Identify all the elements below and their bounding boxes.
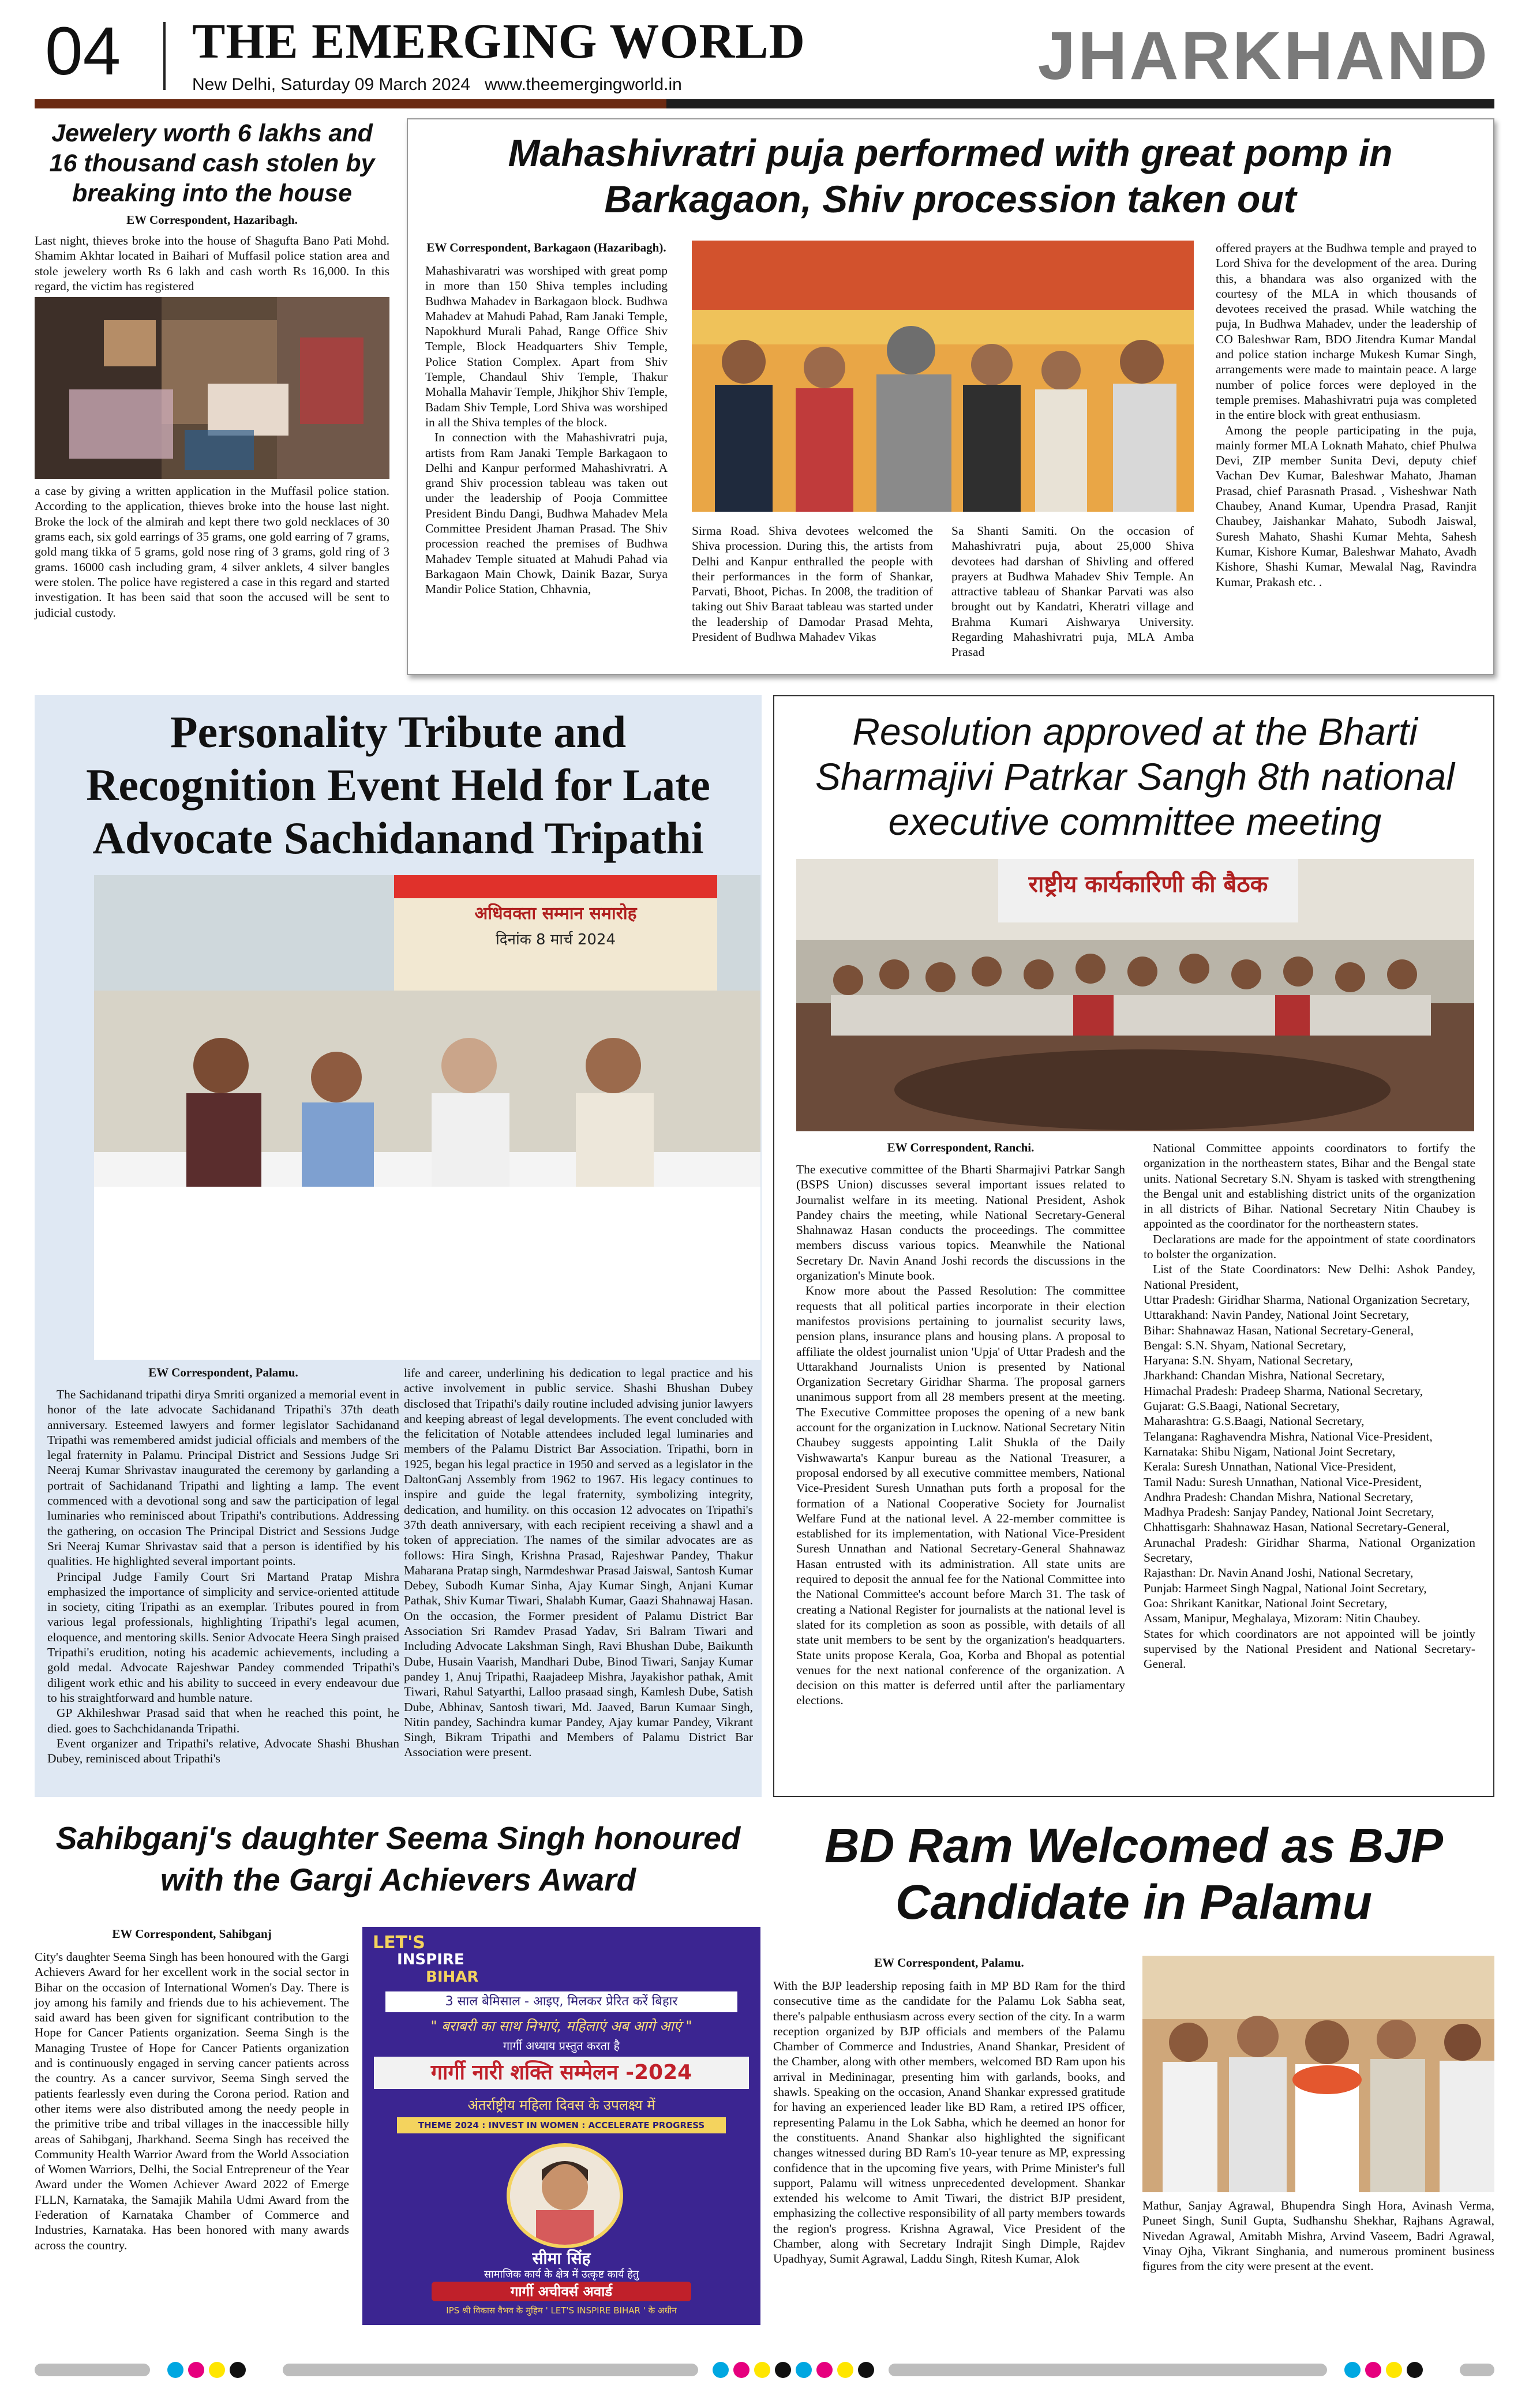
- coordinator-list: [1144, 1292, 1475, 1626]
- paragraph: Last night, thieves broke into the house of Shagufta Bano Pati Mohd. Shamim Akhtar located in Baihari of Muffasil police station area and stole jewelery worth Rs 6 lakh and cash worth Rs 16,000. In this regard, the victim has registered: [35, 234, 389, 293]
- paragraph: Sirma Road. Shiva devotees welcomed the Shiva procession. During this, the artists from Delhi and Kanpur enthralled the people with their performances in the form of Shankar, Parvati, Bhoot, Pichas. In 2008, the tradition of taking out Shiv Baraat tableau was started under the leadership of Damodar Prasad Mehta, President of Budhwa Mahadev Vikas: [692, 524, 933, 644]
- registration-dot: [816, 2362, 833, 2378]
- coordinator-item: Uttar Pradesh: Giridhar Sharma, National Organization Secretary,: [1144, 1292, 1470, 1307]
- article-seema-singh: [35, 1817, 762, 2331]
- coordinator-item: Gujarat: G.S.Baagi, National Secretary,: [1144, 1399, 1340, 1413]
- event-banner-date: दिनांक 8 मार्च 2024: [496, 931, 616, 948]
- coordinator-item: Jharkhand: Chandan Mishra, National Secretary,: [1144, 1368, 1385, 1383]
- coordinator-item: Haryana: S.N. Shyam, National Secretary,: [1144, 1353, 1353, 1368]
- paragraph: Mahashivaratri was worshiped with great pomp in more than 150 Shiva temples including Budhwa Mahadev in Barkagaon block. Budhwa Mahadev at Mahudi Pahad, Ram Janaki Temple, Napokhurd Murali Pahad, Range Office Shiv Temple, Block Headquarters Shiv Temple, Police Station Complex. Apart from Shiv Temple, Chandaul Shiv Temple, Thakur Mohalla Mahavir Temple, Jhikjhor Shiv Temple, Badam Shiv Temple, Lord Shiva was worshiped in all the Shiva temples of the block.: [425, 264, 668, 429]
- article-column: [692, 523, 933, 644]
- article-body: [35, 233, 389, 294]
- article-mahashivratri: [407, 118, 1494, 675]
- registration-dot: [1407, 2362, 1423, 2378]
- article-column: [1216, 241, 1476, 590]
- event-banner-title: अधिवक्ता सम्मान समारोह: [474, 903, 637, 924]
- article-byline: EW Correspondent, Sahibganj: [112, 1927, 272, 1941]
- article-column: [47, 1366, 399, 1766]
- poster-strip: 3 साल बेमिसाल - आइए, मिलकर प्रेरित करें बिहार: [385, 1991, 737, 2012]
- article-body: [425, 263, 668, 597]
- award-poster: [362, 1927, 760, 2325]
- paragraph: The Sachidanand tripathi dirya Smriti organized a memorial event in honor of the late advocate Sachidanand Tripathi's 37th death anniversary. Esteemed lawyers and former legislator Sachidanand Tripathi was remembered amidst judicial officials and members of the legal fraternity in Palamu. Principal District and Sessions Judge Sri Neeraj Kumar Shrivastav inaugurated the ceremony by garlanding a portrait of Sachidanand Tripathi and lighting a lamp. The event commenced with a devotional song and saw the participation of legal luminaries who reminisced about Tripathi's contributions. Addressing the gathering, on occasion The Principal District and Sessions Judge Sri Neeraj Kumar Shrivastav said that a person is identified by his qualities. He highlighted several important points.: [47, 1387, 399, 1569]
- coordinator-item: Tamil Nadu: Suresh Unnathan, National Vice-President,: [1144, 1475, 1422, 1489]
- article-jewelery-theft: [35, 118, 389, 666]
- article-tribute-event: [35, 695, 762, 1797]
- coordinator-item: Punjab: Harmeet Singh Nagpal, National Joint Secretary,: [1144, 1581, 1427, 1595]
- photo-tribute-event: [94, 875, 760, 1360]
- header-rule-accent: [35, 99, 666, 108]
- coordinator-item: Bengal: S.N. Shyam, National Secretary,: [1144, 1338, 1346, 1352]
- footer-bar: [1460, 2364, 1494, 2376]
- coordinator-item: Uttarakhand: Navin Pandey, National Joint Secretary,: [1144, 1308, 1409, 1322]
- paragraph: National Committee appoints coordinators to fortify the organization in the northeastern states, Bihar and the Bengal state units. National Secretary S.N. Shyam is tasked with strengthening the Bengal unit and establishing district units of the organization in all districts of Bihar. National Secretary Nitin Chaubey is appointed as the coordinator for the northeastern states.: [1144, 1141, 1475, 1231]
- header-rule: [666, 99, 1494, 108]
- coordinator-item: Goa: Shrikant Kanitkar, National Joint Secretary,: [1144, 1596, 1388, 1610]
- issue-date: New Delhi, Saturday 09 March 2024: [192, 75, 470, 94]
- poster-theme: THEME 2024 : INVEST IN WOMEN : ACCELERATE PROGRESS: [397, 2117, 726, 2133]
- poster-quote: " बराबरी का साथ निभाएं, महिलाएं अब आगे आएं ": [430, 2018, 692, 2034]
- registration-dot: [1344, 2362, 1361, 2378]
- photo-bd-ram-welcome: [1142, 1956, 1494, 2192]
- poster-sub: गार्गी अध्याय प्रस्तुत करता है: [503, 2039, 620, 2053]
- paragraph: Among the people participating in the puja, mainly former MLA Loknath Mahato, chief Phulwa Devi, ZIP member Sunita Devi, deputy chief Vachan Dev Kumar, Baleshwar Mahato, Jhaman Prasad, chief Parasnath Prasad. , Visheshwar Nath Chaubey, Anand Kumar, Upendra Prasad, Ranjit Chaubey, Jaishankar Mahato, Subodh Jaiswal, Suresh Mahato, Shashi Kumar Mehta, Sahesh Kumar, Kishore Kumar, Baleshwar Mahato, Avadh Kishore, Shashi Kumar, Mewalal Nag, Ravindra Kumar, Prakash etc. .: [1216, 423, 1476, 589]
- registration-dot: [754, 2362, 770, 2378]
- coordinator-item: Bihar: Shahnawaz Hasan, National Secretary-General,: [1144, 1323, 1414, 1337]
- coordinator-item: Andhra Pradesh: Chandan Mishra, National Secretary,: [1144, 1490, 1414, 1504]
- coordinator-item: Telangana: Raghavendra Mishra, National Vice-President,: [1144, 1429, 1433, 1443]
- paragraph: List of the State Coordinators: New Delhi: Ashok Pandey, National President,: [1144, 1262, 1475, 1292]
- registration-dot: [1365, 2362, 1381, 2378]
- registration-dot: [230, 2362, 246, 2378]
- article-bd-ram: [773, 1817, 1494, 2331]
- article-column: [425, 241, 668, 597]
- article-resolution: [773, 695, 1494, 1797]
- coordinator-item: Karnataka: Shibu Nigam, National Joint Secretary,: [1144, 1444, 1396, 1458]
- paragraph: The executive committee of the Bharti Sharmajivi Patrkar Sangh (BSPS Union) discusses several important issues related to Journalist welfare in its meeting. National President, Ashok Pandey chairs the meeting, while National Secretary-General Shahnawaz Hasan conducts the proceedings. The committee members discuss various topics. Meanwhile the National Secretary Dr. Navin Anand Joshi records the discussions in the organization's Minute book.: [796, 1162, 1125, 1283]
- registration-dot: [837, 2362, 853, 2378]
- coordinator-item: Assam, Manipur, Meghalaya, Mizoram: Nitin Chaubey.: [1144, 1611, 1421, 1626]
- photo-caption: [1142, 2198, 1494, 2274]
- paragraph: City's daughter Seema Singh has been honoured with the Gargi Achievers Award for her excellent work in the social sector in Bihar on the occasion of International Women's Day. There is joy among his family and friends due to his achievement. The said award has been given for significant contribution to the Hope for Cancer Patients organization. Seema Singh is the Managing Trustee of Hope for Cancer Patients organization and is continuously engaged in serving cancer patients across the country. As a cancer survivor, Seema Singh served the patients fearlessly even during the Corona period. Ration and other items were also distributed among the needy people in the primitive tribe and tribal villages in the inaccessible hilly areas of Sahibganj, Jharkhand. Seema Singh has received the Community Health Warrior Award from the World Association of Women Warriors, Delhi, the Social Entrepreneur of the Year Award under the Women Achiever Award 2022 of Emerge FLLN, Karnataka, the Samajik Mahila Udmi Award from the Federation of Karnataka Chamber of Commerce and Industries, Karnataka. Has been honored with many awards across the country.: [35, 1950, 349, 2252]
- poster-footer: IPS श्री विकास वैभव के मुहिम ' LET'S INSPIRE BIHAR ' के अधीन: [446, 2305, 677, 2316]
- article-byline: EW Correspondent, Barkagaon (Hazaribagh).: [426, 241, 666, 254]
- paragraph: Know more about the Passed Resolution: The committee requests that all political parties incorporate in their election manifestos provisions pertaining to journalist security laws, pension plans, insurance plans and housing plans. A proposal to affiliate the oldest journalist union 'Upja' of Uttar Pradesh and the Uttarakhand Journalists Union is presented by National Organization Secretary Giridhar Sharma. The proposal garners unanimous support from all 28 members present at the meeting. The Executive Committee proposes the opening of a new bank account for the organization in Lucknow. National Secretary Nitin Chaubey suggests appointing Lalit Shukla of the Daily Vishwawarta's Kanpur bureau as the National Treasurer, a proposal endorsed by all executive committee members, National Vice-President Suresh Unnathan puts forth a proposal for the formation of a National Cooperative Society for Journalist Welfare Fund at the national level. A 22-member committee is established for its implementation, with National Vice-President Suresh Unnathan and National Secretary-General Shahnawaz Hasan entrusted with its administration. All state units are required to deposit the annual fee for the National Committee into the National Committee's account before March 31. The task of creating a National Register for journalists at the national level is slated for its completion as soon as possible, with details of all state unit members to be sent by the organization's headquarters. State units propose Kerala, Goa, Korba and Bhopal as potential venues for the next national conference of the organization. A decision on this matter is deferred until after the parliamentary elections.: [796, 1284, 1125, 1708]
- article-headline: Resolution approved at the Bharti Sharmajivi Patrkar Sangh 8th national executive committee meeting: [815, 710, 1455, 843]
- article-column: [1144, 1141, 1475, 1671]
- article-column: [951, 523, 1194, 660]
- paragraph: With the BJP leadership reposing faith in MP BD Ram for the third consecutive time as the candidate for the Palamu Lok Sabha seat, there's palpable enthusiasm across every section of the city. In a warm reception organized by BJP officials and members of the Palamu Chamber of Commerce and Industries, Anand Shankar, President of the Chamber, along with other members, welcomed BD Ram upon his arrival in Medininagar, presenting him with garlands, books, and shawls. Speaking on the occasion, Anand Shankar expressed gratitude for having an experienced leader like BD Ram, a retired IPS officer, representing Palamu in the Lok Sabha, which he deemed an honor for the constituents. Anand Shankar also highlighted the significant changes witnessed during BD Ram's 10-year tenure as MP, expressing confidence that in the upcoming five years, with Prime Minister's full support, Palamu will witness unprecedented development. Shankar extended his welcome to Amit Tiwari, the district BJP president, emphasizing the collective responsibility of all party members towards the region's progress. Krishna Agrawal, Vice President of the Chamber, along with Secretary Indrajit Singh Dimple, Rajdev Upadhyay, Sumit Agrawal, Laddu Singh, Ritesh Kumar, Alok: [773, 1979, 1125, 2266]
- article-body: [796, 1162, 1125, 1708]
- article-body: [47, 1387, 399, 1766]
- paragraph: Mathur, Sanjay Agrawal, Bhupendra Singh Hora, Avinash Verma, Puneet Singh, Sunil Gupta, Sudhanshu Shekhar, Rajhans Agrawal, Nivedan Agrawal, Amitabh Mishra, Arvind Vaseem, Badri Agrawal, Vinay Ojha, Vikrant Singhania, and numerous prominent business figures from the city were present at the event.: [1142, 2199, 1494, 2274]
- paragraph: Declarations are made for the appointment of state coordinators to bolster the organization.: [1144, 1232, 1475, 1262]
- photo-ransacked-house: [35, 297, 389, 479]
- meeting-banner-title: राष्ट्रीय कार्यकारिणी की बैठक: [1028, 871, 1268, 898]
- poster-portrait: [507, 2143, 623, 2248]
- footer-bar: [889, 2364, 1327, 2376]
- page-number: 04: [45, 13, 121, 89]
- poster-lets: LET'S: [373, 1933, 425, 1953]
- article-column: [796, 1141, 1125, 1708]
- poster-name: सीमा सिंह: [532, 2249, 591, 2268]
- article-body: [35, 1949, 349, 2253]
- registration-dot: [167, 2362, 183, 2378]
- masthead: THE EMERGING WORLD: [192, 13, 805, 69]
- coordinator-item: Himachal Pradesh: Pradeep Sharma, National Secretary,: [1144, 1383, 1423, 1398]
- registration-dot: [858, 2362, 874, 2378]
- photo-shiv-procession: [692, 241, 1194, 512]
- article-column: [773, 1956, 1125, 2267]
- article-headline: Mahashivratri puja performed with great pomp in Barkagaon, Shiv procession taken out: [508, 132, 1393, 220]
- article-byline: EW Correspondent, Palamu.: [874, 1956, 1024, 1970]
- poster-big: गार्गी नारी शक्ति सम्मेलन -2024: [374, 2057, 749, 2089]
- registration-dot: [796, 2362, 812, 2378]
- section-title: JHARKHAND: [1037, 18, 1490, 94]
- coordinator-item: Maharashtra: G.S.Baagi, National Secretary,: [1144, 1414, 1365, 1428]
- coordinator-item: Arunachal Pradesh: Giridhar Sharma, National Organization Secretary,: [1144, 1535, 1475, 1565]
- article-headline: Jewelery worth 6 lakhs and 16 thousand cash stolen by breaking into the house: [49, 119, 375, 207]
- paragraph: a case by giving a written application in the Muffasil police station. According to the application, thieves broke into the house last night. Broke the lock of the almirah and kept there two gold necklaces of 30 grams each, six gold earrings of 35 grams, one gold earring of 7 grams, gold mang tikka of 5 grams, gold nose ring of 3 grams, gold ring of 3 grams. 16000 cash including gram, 4 silver anklets, 4 silver bangles were stolen. The police have registered a case in this regard and started investigation. It has been said that soon the accused will be sent to judicial custody.: [35, 484, 389, 620]
- registration-dot: [1386, 2362, 1402, 2378]
- paragraph: Principal Judge Family Court Sri Martand Pratap Mishra emphasized the importance of simplicity and service-oriented attitude in society, citing Tripathi as an exemplar. Tributes poured in from various legal professionals, highlighting Tripathi's legal acumen, eloquence, and mentoring skills. Senior Advocate Heera Singh praised Tripathi's erudition, noting his academic achievements, including a gold medal. Advocate Rajeshwar Pandey commended Tripathi's diligent work ethic and his ability to succeed in every endeavour due to his straightforward and humble nature.: [47, 1569, 399, 1705]
- paragraph: GP Akhileshwar Prasad said that when he reached this point, he died. goes to Sachchidananda Tripathi.: [47, 1706, 399, 1735]
- footer-bar: [283, 2364, 698, 2376]
- paragraph: Event organizer and Tripathi's relative, Advocate Shashi Bhushan Dubey, reminisced about Tripathi's: [47, 1736, 399, 1766]
- poster-bihar: BIHAR: [426, 1968, 479, 1986]
- paragraph: Sa Shanti Samiti. On the occasion of Mahashivratri puja, about 25,000 Shiva devotees had darshan of Shivling and offered prayers at Budhwa Mahadev Shiv Temple. An attractive tableau of Shankar Parvati was also brought out by Kandatri, Kheratri village and Brahma Kumari Aishwarya University. Regarding Mahashivratri puja, MLA Amba Prasad: [951, 524, 1194, 659]
- photo-executive-meeting: [796, 859, 1474, 1131]
- paragraph: life and career, underlining his dedication to legal practice and his active involvement in public service. Shashi Bhushan Dubey disclosed that Tripathi's daily routine included advising junior lawyers and keeping abreast of legal developments. The event concluded with the felicitation of Notable attendees included legal luminaries and members of the Palamu District Bar Association. Tripathi, born in 1925, began his legal practice in 1950 and served as a legislator in the DaltonGanj Assembly from 1962 to 1967. His legacy continues to inspire and guide the legal fraternity, symbolizing integrity, dedication, and humility. on this occasion 12 advocates on Tripathi's 37th death anniversary, with each recipient receiving a shawl and a token of appreciation. The names of the similar advocates are as follows: Hira Singh, Krishna Prasad, Rajeshwar Pandey, Thakur Maharana Pratap singh, Narmdeshwar Prasad Jaiswal, Santosh Kumar Debey, Subodh Kumar Sinha, Ajay Kumar Singh, Anjani Kumar Pathak, Shiv Kumar Tiwari, Shalabh Kumar, Gaazi Shahnawaj Hasan. On the occasion, the Former president of Palamu District Bar Association Sri Ramdev Prasad Yadav, Sri Balram Tiwari and Including Advocate Lakshman Singh, Ravi Bhushan Dube, Baikunth Dube, Husain Vaarish, Mandhari Dube, Binod Tiwari, Sanjay Kumar pandey 1, Anuj Tripathi, Raajadeep Mishra, Jayakishor pathak, Amit Tiwari, Rahul Satyarthi, Lalloo prasaad singh, Kamlesh Dube, Satish Dube, Abhinav, Santosh tiwari, Md. Jaaved, Barun Kumaar Singh, Nitin pandey, Sachindra kumar Pandey, Ajay kumar Pandey, Vikrant Singh, Bikram Tripathi and Members of Palamu District Bar Association were present.: [404, 1366, 753, 1760]
- coordinator-item: Kerala: Suresh Unnathan, National Vice-President,: [1144, 1460, 1396, 1474]
- article-byline: EW Correspondent, Hazaribagh.: [126, 213, 298, 227]
- site-url[interactable]: www.theemergingworld.in: [485, 75, 682, 94]
- poster-inspire: INSPIRE: [397, 1951, 464, 1968]
- coordinator-item: Chhattisgarh: Shahnawaz Hasan, National Secretary-General,: [1144, 1520, 1450, 1535]
- registration-dot: [775, 2362, 791, 2378]
- poster-line2: अंतर्राष्ट्रीय महिला दिवस के उपलक्ष्य में: [467, 2097, 655, 2113]
- header-separator: [163, 22, 166, 90]
- paragraph: States for which coordinators are not appointed will be jointly supervised by the National President and National Secretary-General.: [1144, 1626, 1475, 1671]
- paragraph: In connection with the Mahashivratri puja, artists from Ram Janaki Temple Barkagaon to Delhi and Kanpur performed Mahashivratri. A grand Shiv procession tableau was taken out under the leadership of Pooja Committee President Bindu Dangi, Budhwa Mahadev Mela Committee President Jhaman Prasad. The Shiv procession reached the premises of Budhwa Mahadev Temple situated at Mahudi Pahad via Barkagaon Main Chowk, Dainik Bazar, Surya Mandir Police Station, Chhavnia,: [425, 430, 668, 597]
- article-body: [773, 1978, 1125, 2267]
- poster-award: गार्गी अचीवर्स अवार्ड: [432, 2282, 691, 2301]
- article-headline: Sahibganj's daughter Seema Singh honoured with the Gargi Achievers Award: [55, 1820, 741, 1897]
- registration-dot: [188, 2362, 204, 2378]
- article-byline: EW Correspondent, Ranchi.: [887, 1141, 1035, 1154]
- registration-dot: [733, 2362, 749, 2378]
- coordinator-item: Madhya Pradesh: Sanjay Pandey, National Joint Secretary,: [1144, 1505, 1434, 1520]
- article-column: [404, 1366, 753, 1760]
- article-headline: Personality Tribute and Recognition Event Held for Late Advocate Sachidanand Tripathi: [86, 707, 710, 863]
- poster-desc: सामाजिक कार्य के क्षेत्र में उत्कृष्ट कार्य हेतु: [484, 2268, 639, 2281]
- article-headline: BD Ram Welcomed as BJP Candidate in Palamu: [824, 1818, 1444, 1929]
- paragraph: offered prayers at the Budhwa temple and prayed to Lord Shiva for the development of the area. During this, a bhandara was also organized with the courtesy of the MLA in which thousands of devotees received the prasad. While watching the puja, In Budhwa Mahadev, under the leadership of CO Baleshwar Ram, BDO Jitendra Kumar Mandal and police station incharge Mukesh Kumar Singh, arrangements were made to maintain peace. A large number of police forces were deployed in the temple premises. Mahashivratri puja was completed in the entire block with great enthusiasm.: [1216, 241, 1476, 422]
- registration-dot: [209, 2362, 225, 2378]
- footer-bar: [35, 2364, 150, 2376]
- registration-dot: [713, 2362, 729, 2378]
- coordinator-item: Rajasthan: Dr. Navin Anand Joshi, National Secretary,: [1144, 1566, 1414, 1580]
- article-column: [35, 1927, 349, 2253]
- article-byline: EW Correspondent, Palamu.: [148, 1366, 298, 1379]
- footer-registration-bar: [35, 2358, 1494, 2381]
- article-body-cont: [35, 483, 389, 620]
